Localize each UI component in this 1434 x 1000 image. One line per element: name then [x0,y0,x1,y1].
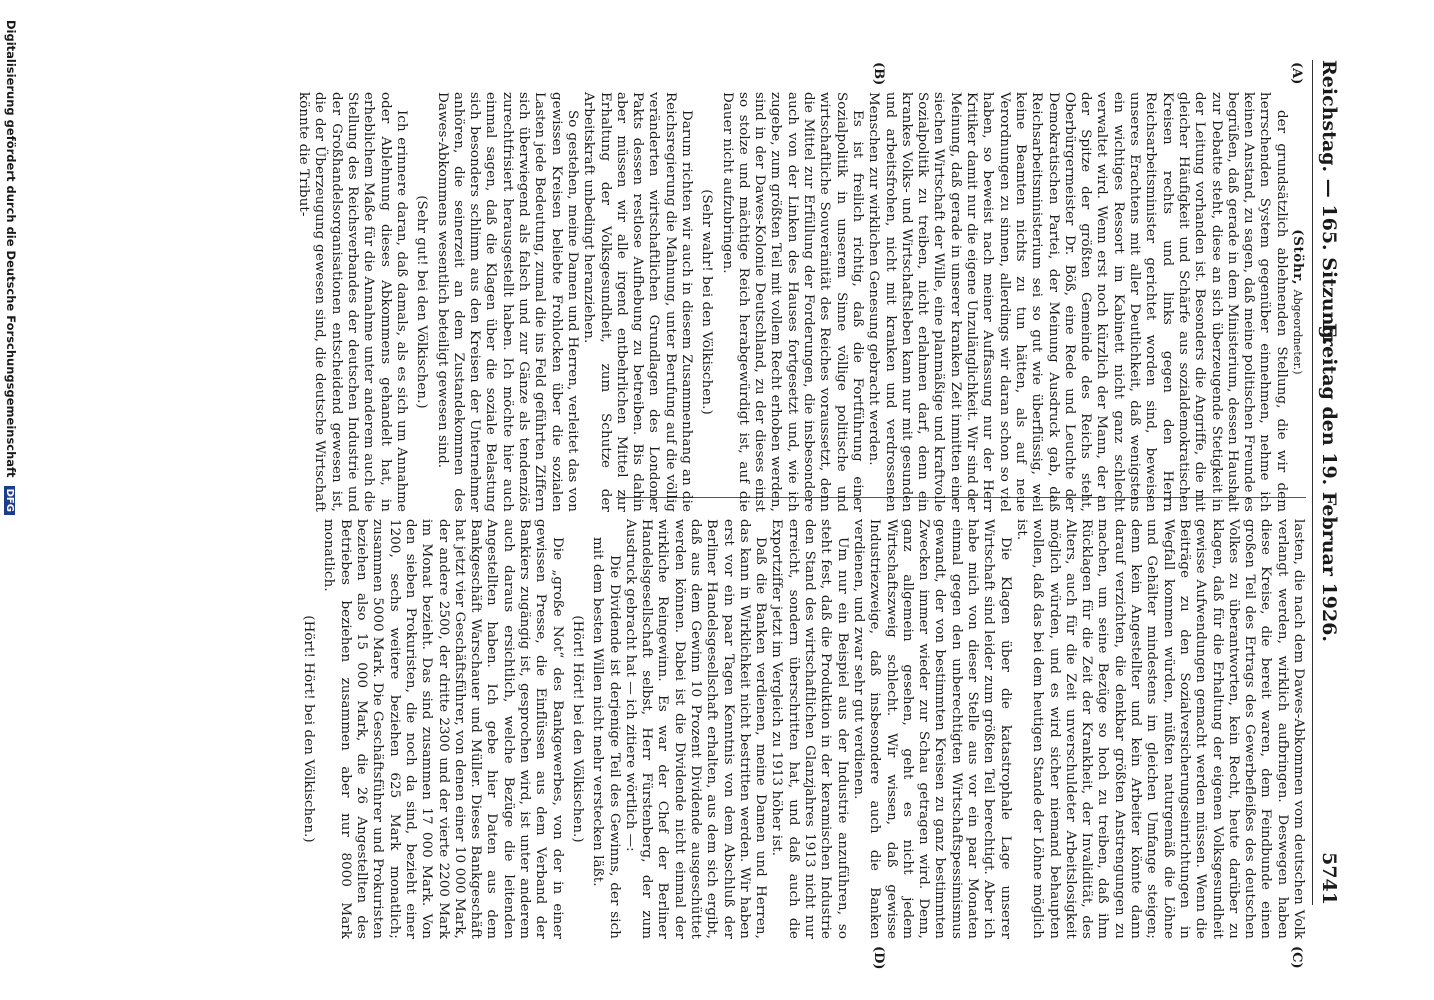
interjection: (Sehr gut! bei den Völkischen.) [414,195,430,409]
speaker-name: (Stöhr, [1290,229,1306,286]
margin-mark-d: (D) [871,946,886,970]
header-date: Freitag den 19. Februar 1926. [1318,322,1340,642]
header-title: Reichstag. — 165. Sitzung. [1318,60,1340,346]
speaker-line [1289,92,1306,512]
page-header [1310,60,1346,905]
right-column [296,519,1306,939]
interjection: (Sehr wahr! bei den Völkischen.) [699,189,715,415]
paragraph: der grundsätzlich ablehnenden Stellung, die wir dem herrschenden System gegenüber einnehmen, nehme ich keinen Anstand, zu sagen, daß meine politischen Freunde es begrüßen, daß gerade in dem Ministerium, dessen Haushalt zur Debatte steht, diese an sich überzeugende Stetigkeit in der Leitung vorhanden ist. Besonders die Angriffe, die mit gleicher Häufigkeit und Schärfe aus sozialdemokratischen Kreisen rechts und links gegen den Herrn Reichsarbeitsminister gerichtet worden sind, beweisen unseres Erachtens mit aller Deutlichkeit, daß wenigstens ein wichtiges Ressort im Kabinett nicht ganz schlecht verwaltet wird. Wenn erst noch kürzlich der Mann, der an der Spitze der größten Gemeinde des Reichs steht, Oberbürgermeister Dr. Böß, eine Rede und Leuchte der Demokratischen Partei, der Meinung Ausdruck gab, daß Reichsarbeitsministerium sei so gut wie überflüssig, weil keine Beamten nichts zu tun hätten, als auf neue Verordnungen zu sinnen, allerdings wir daran schon so viel haben, so beweist nach meiner Auffassung nur der Herr Kritiker damit nur die eigene Unzulänglichkeit. Wir sind der Meinung, daß gerade in unserer kranken Zeit inmitten einer siechen Wirtschaft der Wille, eine planmäßige und kraftvolle Sozialpolitik zu treiben, nicht erlahmen darf, denn ein krankes Volks- und Wirtschaftsleben kann nur mit gesunden und arbeitsfrohen, nicht mit kranken und verdrossenen Menschen zur wirklichen Genesung gebracht werden. [866,92,1289,512]
page-number: 5741 [1318,852,1340,905]
paragraph: Die „große Not“ des Bankgewerbes, von der in einer gewissen Presse, die Einflüssen aus dem Verband der Bankiers zugängig ist, gesprochen wird, ist unter anderem auch daraus ersichtlich, welche Bezüge die leitenden Angestellten haben. Ich gebe hier Daten aus dem Bankgeschäft Warschauer und Müller. Dieses Bankgeschäft hat jetzt vier Geschäftsführer, von denen einer 10 000 Mark, der andere 2500, der dritte 2300 und der vierte 2200 Mark im Monat bezieht. Das sind zusammen 17 000 Mark. Von den sieben Prokuristen, die noch da sind, bezieht einer 1200, sechs weitere beziehen 625 Mark monatlich; zusammen 5000 Mark. Die Geschäftsführer und Prokuristen beziehen also 15 000 Mark, die 26 Angestellten des Betriebes beziehen zusammen aber nur 8000 Mark monatlich. [321,519,565,939]
margin-mark-b: (B) [871,62,886,86]
quotation: Die Dividende ist derjenige Teil des Gewinns, der sich mit dem besten Willen nicht mehr verstecken läßt. [590,537,622,939]
paragraph: So gestehen, meine Damen und Herren, verleitet das von gewissen Kreisen beliebte Frohlocken über die sozialen Lasten jede Bedeutung, zumal die ins Feld geführten Ziffern sich überwiegend als falsch und zur Gänze als tendenziös zurechtfrisiert herausgestellt haben. Ich möchte hier auch einmal sagen, daß die Klagen über die soziale Belastung sich besonders schlimm aus den Kreisen der Unternehmer anhören, die seinerzeit an dem Zustandekommen des Dawes-Abkommens wesentlich beteiligt gewesen sind. [434,92,580,512]
interjection: (Hört! Hört! bei den Völkischen.) [569,615,585,843]
left-column [295,92,1306,512]
paragraph: Es ist freilich richtig, daß die Fortführung einer Sozialpolitik in unserem Sinne völlige politische und wirtschaftliche Souveränität des Reiches voraussetzt, denn die Mittel zur Erfüllung der Forderungen, die insbesondere auch von der Linken des Hauses fortgesetzt und, wie ich zugebe, zum größten Teil mit vollem Recht erhoben werden, sind in der Dawes-Kolonie Deutschland, zu der dieses einst so stolze und mächtige Reich herabgewürdigt ist, auf die Dauer nicht aufzubringen. [719,92,865,512]
paragraph: Daß die Banken verdienen, meine Damen und Herren, das kann in Wirklichkeit nicht bestritten werden. Wir haben erst vor ein paar Tagen Kenntnis von dem Abschluß der Berliner Handelsgesellschaft erhalten, aus dem sich ergibt, daß aus dem Gewinn 10 Prozent Dividende ausgeschüttet werden können. Dabei ist die Dividende nicht einmal der wirkliche Reingewinn. Es war der Chef der Berliner Handelsgesellschaft selbst, Herr Fürstenberg, der zum Ausdruck gebracht hat — ich zitiere wörtlich —: [622,519,769,939]
paragraph: lasten, die nach dem Dawes-Abkommen vom deutschen Volk verlangt werden, wirklich aufbringen. Deswegen haben diese Kreise, die bereit waren, dem Feindbunde einen großen Teil des Ertrags des Gewerbefleißes des deutschen Volkes zu überantworten, kein Recht, heute darüber zu klagen, daß für die Erhaltung der eigenen Volksgesundheit gewisse Aufwendungen gemacht werden müssen. Wenn die Beiträge zu den Sozialversicherungseinrichtungen in Wegfall kommen würden, müßten naturgemäß die Löhne und Gehälter mindestens im gleichen Umfange steigen; denn kein Angestellter und kein Arbeiter könnte dann darauf verzichten, die denkbar größten Anstrengungen zu machen, um seine Bezüge so hoch zu treiben, daß ihm Rücklagen für die Zeit der Krankheit, der Invalidität, des Alters, auch für die Zeit unverschuldeter Arbeitslosigkeit möglich würden, und es wird sicher niemand behaupten wollen, daß das bei dem heutigen Stande der Löhne möglich ist. [1013,519,1306,939]
paragraph: Darum richten wir auch in diesem Zusammenhang an die Reichsregierung die Mahnung, unter Berufung auf die völlig veränderten wirtschaftlichen Grundlagen des Londoner Pakts dessen restlose Aufhebung zu betreiben. Bis dahin aber müssen wir alle irgend entbehrlichen Mittel zur Erhaltung der Volksgesundheit, zum Schutze der Arbeitskraft unbedingt heranziehen. [581,92,695,512]
paragraph: Die Klagen über die katastrophale Lage unserer Wirtschaft sind leider zum größten Teil berechtigt. Aber ich habe mich von dieser Stelle aus vor ein paar Monaten einmal gegen den unberechtigten Wirtschaftspessimismus gewandt, der von bestimmten Kreisen zu ganz bestimmten Zwecken immer wieder zur Schau getragen wird. Denn, ganz allgemein gesehen, geht es nicht jedem Wirtschaftszweig schlecht. Wir wissen, daß gewisse Industriezweige, daß insbesondere auch die Banken verdienen, und zwar sehr gut verdienen. [850,519,1013,939]
paragraph: Um nur ein Beispiel aus der Industrie anzuführen, so steht fest, daß die Produktion in der keramischen Industrie den Stand des wirtschaftlichen Glanzjahres 1913 nicht nur erreicht, sondern überschritten hat, und daß auch die Exportziffer jetzt im Vergleich zu 1913 höher ist. [769,519,850,939]
margin-mark-c: (C) [1289,946,1304,969]
credit-text: Digitalisierung gefördert durch die Deutsche Forschungsgemeinschaft [4,20,18,478]
speaker-role: Abgeordneter.) [1291,289,1304,375]
margin-mark-a: (A) [1289,62,1304,85]
paragraph: Ich erinnere daran, daß damals, als es sich um Annahme oder Ablehnung dieses Abkommens gehandelt hat, in erheblichem Maße für die Annahme unter anderem auch die Stellung des Reichsverbandes der deutschen Industrie und der Großhandelsorganisationen entscheidend gewesen ist, die der Überzeugung gewesen sind, die deutsche Wirtschaft könnte die Tribut- [296,92,409,512]
dfg-logo: DFG [4,486,15,515]
header-rule [1312,60,1313,905]
interjection: (Hört! Hört! bei den Völkischen.) [301,615,317,843]
digitization-credit [4,20,18,920]
